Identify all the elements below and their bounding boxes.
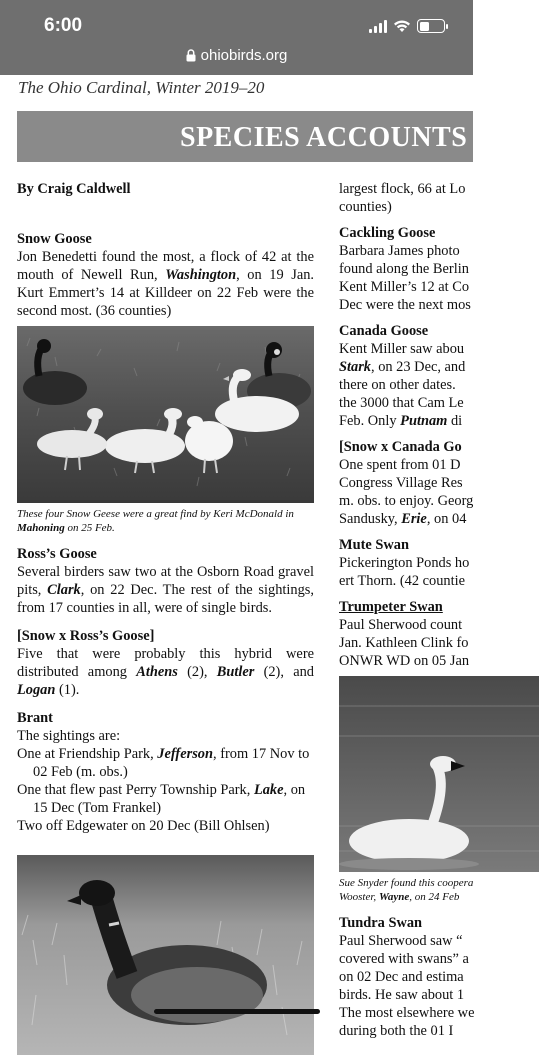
section-title: SPECIES ACCOUNTS: [180, 122, 468, 153]
trumpeter-swan-photo: [339, 676, 539, 872]
trumpeter-swan-text: Paul Sherwood count Jan. Kathleen Clink fo ONWR WD on 05 Jan: [339, 617, 470, 669]
mute-swan-heading: Mute Swan: [339, 537, 409, 553]
status-time: 6:00: [44, 15, 83, 36]
status-icons: [369, 18, 445, 34]
trumpeter-swan-heading: Trumpeter Swan: [339, 599, 443, 615]
byline: By Craig Caldwell: [17, 181, 131, 197]
signal-icon: [369, 20, 387, 33]
browser-chrome: [0, 0, 473, 75]
brant-intro: The sightings are:: [17, 728, 121, 744]
list-item: One that flew past Perry Township Park, Lake, on 15 Dec (Tom Frankel): [17, 782, 306, 816]
brant-photo: [17, 855, 314, 1055]
left-column: [17, 180, 314, 1055]
ross-goose-heading: Ross’s Goose: [17, 546, 97, 562]
tundra-swan-text: Paul Sherwood saw “ covered with swans” a on 02 Dec and estima birds. He saw about 1 The most elsewhere we during both the 01 I: [339, 933, 475, 1039]
journal-title: The Ohio Cardinal, Winter 2019–20: [18, 78, 265, 97]
trumpeter-swan-caption: Sue Snyder found this coopera Wooster, Wayne, on 24 Feb: [339, 877, 474, 903]
cackling-goose-text: Barbara James photo found along the Berlin Kent Miller’s 12 at Co Dec were the next mos: [339, 243, 471, 313]
continued-text: largest flock, 66 at Lo counties): [339, 181, 466, 215]
snow-ross-text: Five that were probably this hybrid were distributed among Athens (2), Butler (2), and Logan (1).: [17, 646, 314, 698]
brant-heading: Brant: [17, 710, 53, 726]
snow-goose-caption: These four Snow Geese were a great find by Keri McDonald in Mahoning on 25 Feb.: [17, 508, 294, 534]
home-indicator[interactable]: [154, 1009, 320, 1014]
ross-goose-text: Several birders saw two at the Osborn Road gravel pits, Clark, on 22 Dec. The rest of the sightings, from 17 counties in all, were of single birds.: [17, 564, 314, 616]
tundra-swan-heading: Tundra Swan: [339, 915, 423, 931]
county-name: Washington: [165, 267, 237, 283]
snow-goose-text: Jon Benedetti found the most, a flock of 42 at the mouth of Newell Run, Washington, on 19 Jan. Kurt Emmert’s 14 at Killdeer on 22 Feb were the second most. (36 counties): [17, 249, 314, 319]
list-item: One at Friendship Park, Jefferson, from 17 Nov to 02 Feb (m. obs.): [17, 746, 310, 780]
snow-canada-text: One spent from 01 D Congress Village Res m. obs. to enjoy. Georg Sandusky, Erie, on 04: [339, 457, 474, 527]
snow-canada-heading: [Snow x Canada Go: [339, 439, 462, 455]
snow-ross-heading: [Snow x Ross’s Goose]: [17, 628, 155, 644]
snow-goose-heading: Snow Goose: [17, 231, 92, 247]
cackling-goose-heading: Cackling Goose: [339, 225, 436, 241]
snow-geese-photo: [17, 326, 314, 503]
lock-icon: [186, 49, 196, 62]
section-banner: [17, 111, 473, 162]
list-item: Two off Edgewater on 20 Dec (Bill Ohlsen): [17, 818, 270, 834]
url-bar[interactable]: [0, 44, 473, 66]
right-column: [339, 180, 475, 1039]
canada-goose-text: Kent Miller saw abou Stark, on 23 Dec, and there on other dates. the 3000 that Cam Le Feb. Only Putnam di: [339, 341, 466, 429]
mute-swan-text: Pickerington Ponds ho ert Thorn. (42 countie: [339, 555, 470, 589]
url-domain: ohiobirds.org: [200, 46, 288, 64]
wifi-icon: [393, 19, 411, 33]
battery-icon: [417, 19, 445, 33]
canada-goose-heading: Canada Goose: [339, 323, 429, 339]
